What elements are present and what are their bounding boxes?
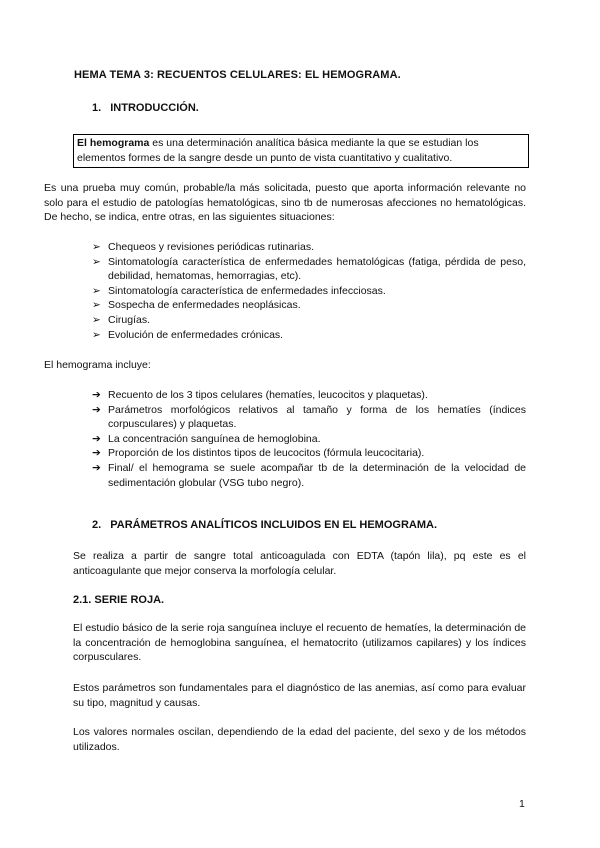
arrow-bullet-icon: ➔ <box>92 432 101 445</box>
arrow-bullet-icon: ➔ <box>92 389 101 401</box>
page-number: 1 <box>519 798 525 810</box>
section-1-number: 1. <box>92 102 102 114</box>
arrowhead-bullet-icon: ➢ <box>92 255 101 268</box>
list-item: ➢ Evolución de enfermedades crónicas. <box>92 328 284 341</box>
list-item: ➢ Sospecha de enfermedades neoplásicas. <box>92 299 301 312</box>
list-item: ➔ Proporción de los distintos tipos de leucocitos (fórmula leucocitaria). <box>92 447 425 460</box>
list-item: ➢ Sintomatología característica de enfermedades hematológicas (fatiga, pérdida de peso, debilidad, hematomas, hemorragias, etc). <box>92 255 526 283</box>
situations-list <box>92 240 526 342</box>
section-2-heading <box>92 519 437 531</box>
definition-box <box>73 134 529 168</box>
list-item: ➔ La concentración sanguínea de hemoglobina. <box>92 432 321 445</box>
arrowhead-bullet-icon: ➢ <box>92 284 101 297</box>
section-1-heading <box>92 102 199 114</box>
subsection-2-1-heading: 2.1. SERIE ROJA. <box>73 594 165 606</box>
section-2-paragraph: Se realiza a partir de sangre total anticoagulada con EDTA (tapón lila), pq este es el anticoagulante que mejor conserva la morfología celular. <box>73 550 526 577</box>
arrow-bullet-icon: ➔ <box>92 447 101 460</box>
serie-roja-paragraph-3: Los valores normales oscilan, dependiendo de la edad del paciente, del sexo y de los métodos utilizados. <box>73 726 526 753</box>
arrow-bullet-icon: ➔ <box>92 403 101 416</box>
arrow-bullet-icon: ➔ <box>92 461 101 474</box>
definition-term: El hemograma <box>77 137 150 149</box>
arrowhead-bullet-icon: ➢ <box>92 241 101 253</box>
arrowhead-bullet-icon: ➢ <box>92 328 101 341</box>
intro-paragraph: Es una prueba muy común, probable/la más solicitada, puesto que aporta información relevante no solo para el estudio de patologías hematológicas, sino tb de numerosas afecciones no hematológicas. De hecho, se indica, entre otras, en las siguientes situaciones: <box>44 182 526 224</box>
list-item: ➔ Parámetros morfológicos relativos al tamaño y forma de los hematíes (índices corpusculares) y plaquetas. <box>92 403 526 431</box>
arrowhead-bullet-icon: ➢ <box>92 299 101 312</box>
list-item: ➢ Sintomatología característica de enfermedades infecciosas. <box>92 284 386 297</box>
document-title: HEMA TEMA 3: RECUENTOS CELULARES: EL HEMOGRAMA. <box>74 69 401 81</box>
serie-roja-paragraph-1: El estudio básico de la serie roja sanguínea incluye el recuento de hematíes, la determinación de la concentración de hemoglobina sanguínea, el hematocrito (utilizamos capilares) y los índices corpusculares. <box>73 622 526 664</box>
includes-label: El hemograma incluye: <box>44 359 151 371</box>
section-1-title: INTRODUCCIÓN. <box>110 102 199 114</box>
includes-list <box>92 388 526 490</box>
section-2-number: 2. <box>92 519 102 531</box>
definition-text: es una determinación analítica básica mediante la que se estudian los elementos formes de la sangre desde un punto de vista cuantitativo y cualitativo. <box>77 137 479 164</box>
list-item: ➢ Cirugías. <box>92 313 151 326</box>
list-item: ➔ Recuento de los 3 tipos celulares (hematíes, leucocitos y plaquetas). <box>92 389 428 401</box>
list-item: ➢ Chequeos y revisiones periódicas rutinarias. <box>92 241 315 253</box>
list-item: ➔ Final/ el hemograma se suele acompañar tb de la determinación de la velocidad de sedimentación globular (VSG tubo negro). <box>92 461 526 489</box>
arrowhead-bullet-icon: ➢ <box>92 313 101 326</box>
section-2-title: PARÁMETROS ANALÍTICOS INCLUIDOS EN EL HEMOGRAMA. <box>110 519 437 531</box>
serie-roja-paragraph-2: Estos parámetros son fundamentales para el diagnóstico de las anemias, así como para evaluar su tipo, magnitud y causas. <box>73 682 526 709</box>
